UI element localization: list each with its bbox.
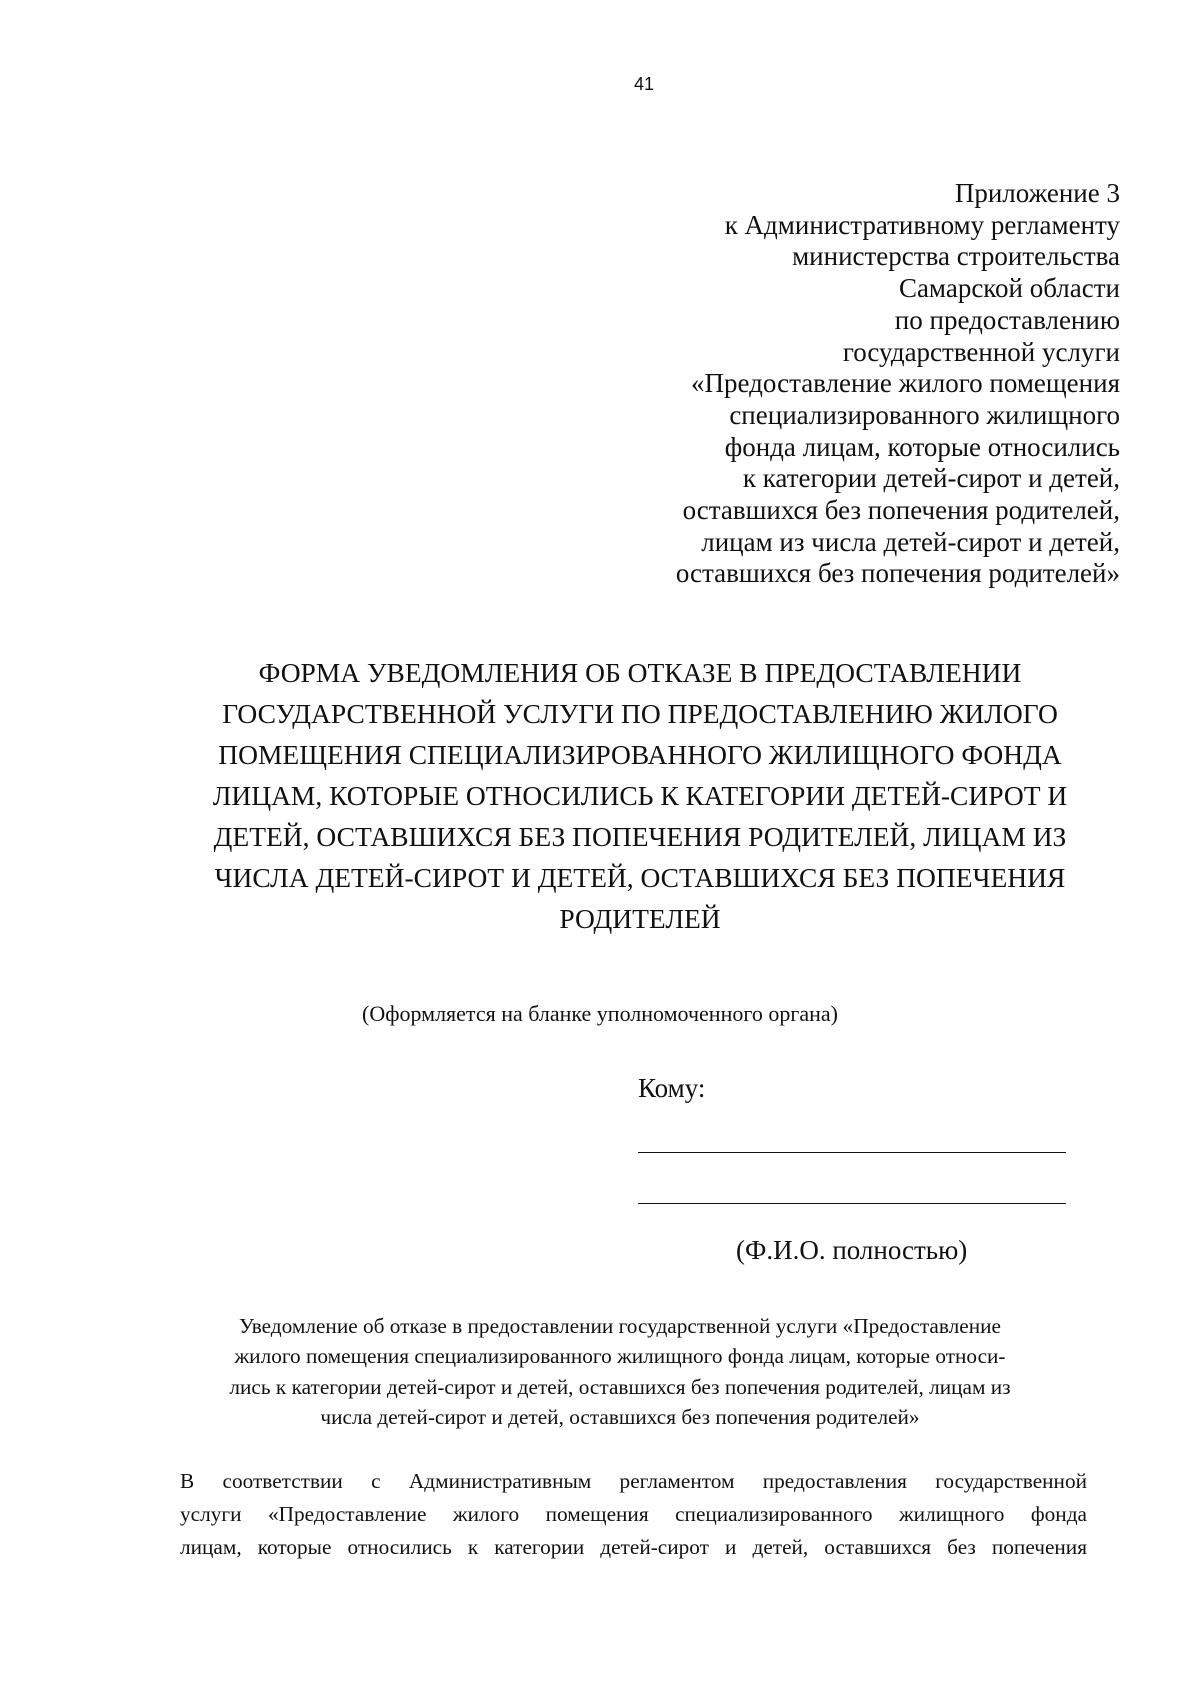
notice-heading-line: числа детей-сирот и детей, оставшихся без попечения родителей»: [320, 1404, 920, 1429]
appendix-reference: [560, 178, 1120, 590]
appendix-line: оставшихся без попечения родителей»: [675, 558, 1120, 589]
form-title: [150, 652, 1130, 939]
appendix-line: министерства строительства: [792, 241, 1120, 272]
notice-heading-line: жилого помещения специализированного жилищного фонда лицам, которые относи-: [234, 1344, 1006, 1369]
recipient-label: Кому:: [638, 1073, 706, 1103]
body-paragraph: [180, 1465, 1087, 1564]
form-title-line: ДЕТЕЙ, ОСТАВШИХСЯ БЕЗ ПОПЕЧЕНИЯ РОДИТЕЛЕЙ, ЛИЦАМ ИЗ: [213, 821, 1067, 852]
notice-heading-line: лись к категории детей-сирот и детей, оставшихся без попечения родителей, лицам из: [229, 1374, 1011, 1399]
appendix-line: «Предоставление жилого помещения: [691, 368, 1120, 399]
form-title-line: ПОМЕЩЕНИЯ СПЕЦИАЛИЗИРОВАННОГО ЖИЛИЩНОГО ФОНДА: [218, 739, 1062, 770]
blank-note: (Оформляется на бланке уполномоченного органа): [362, 1001, 838, 1026]
body-line: лицам, которые относились к категории детей-сирот и детей, оставшихся без попечения: [180, 1535, 1087, 1559]
appendix-line: специализированного жилищного: [729, 399, 1120, 430]
form-title-line: ГОСУДАРСТВЕННОЙ УСЛУГИ ПО ПРЕДОСТАВЛЕНИЮ ЖИЛОГО: [222, 698, 1058, 729]
appendix-line: фонда лицам, которые относились: [724, 431, 1120, 462]
body-line: В соответствии с Административным регламентом предоставления государственной: [180, 1469, 1087, 1493]
notice-heading-line: Уведомление об отказе в предоставлении государственной услуги «Предоставление: [239, 1314, 1001, 1338]
notice-heading: [120, 1311, 1120, 1432]
form-title-line: РОДИТЕЛЕЙ: [559, 903, 721, 934]
form-title-line: ФОРМА УВЕДОМЛЕНИЯ ОБ ОТКАЗЕ В ПРЕДОСТАВЛЕНИИ: [258, 657, 1022, 688]
appendix-line: оставшихся без попечения родителей,: [682, 495, 1120, 526]
body-line: услуги «Предоставление жилого помещения специализированного жилищного фонда: [180, 1502, 1087, 1526]
appendix-line: по предоставлению: [894, 304, 1120, 335]
appendix-line: Самарской области: [898, 273, 1120, 304]
form-title-line: ЧИСЛА ДЕТЕЙ-СИРОТ И ДЕТЕЙ, ОСТАВШИХСЯ БЕЗ ПОПЕЧЕНИЯ: [214, 862, 1066, 893]
appendix-line: Приложение 3: [954, 178, 1120, 208]
recipient-caption: (Ф.И.О. полностью): [736, 1235, 968, 1265]
recipient-name-line: [638, 1152, 1066, 1153]
appendix-line: к категории детей-сирот и детей,: [742, 463, 1120, 494]
recipient-name-line: [638, 1203, 1066, 1204]
page-number: 41: [633, 74, 655, 94]
appendix-line: государственной услуги: [842, 336, 1120, 367]
appendix-line: лицам из числа детей-сирот и детей,: [701, 526, 1120, 557]
appendix-line: к Административному регламенту: [724, 209, 1120, 240]
form-title-line: ЛИЦАМ, КОТОРЫЕ ОТНОСИЛИСЬ К КАТЕГОРИИ ДЕТЕЙ-СИРОТ И: [212, 780, 1068, 811]
